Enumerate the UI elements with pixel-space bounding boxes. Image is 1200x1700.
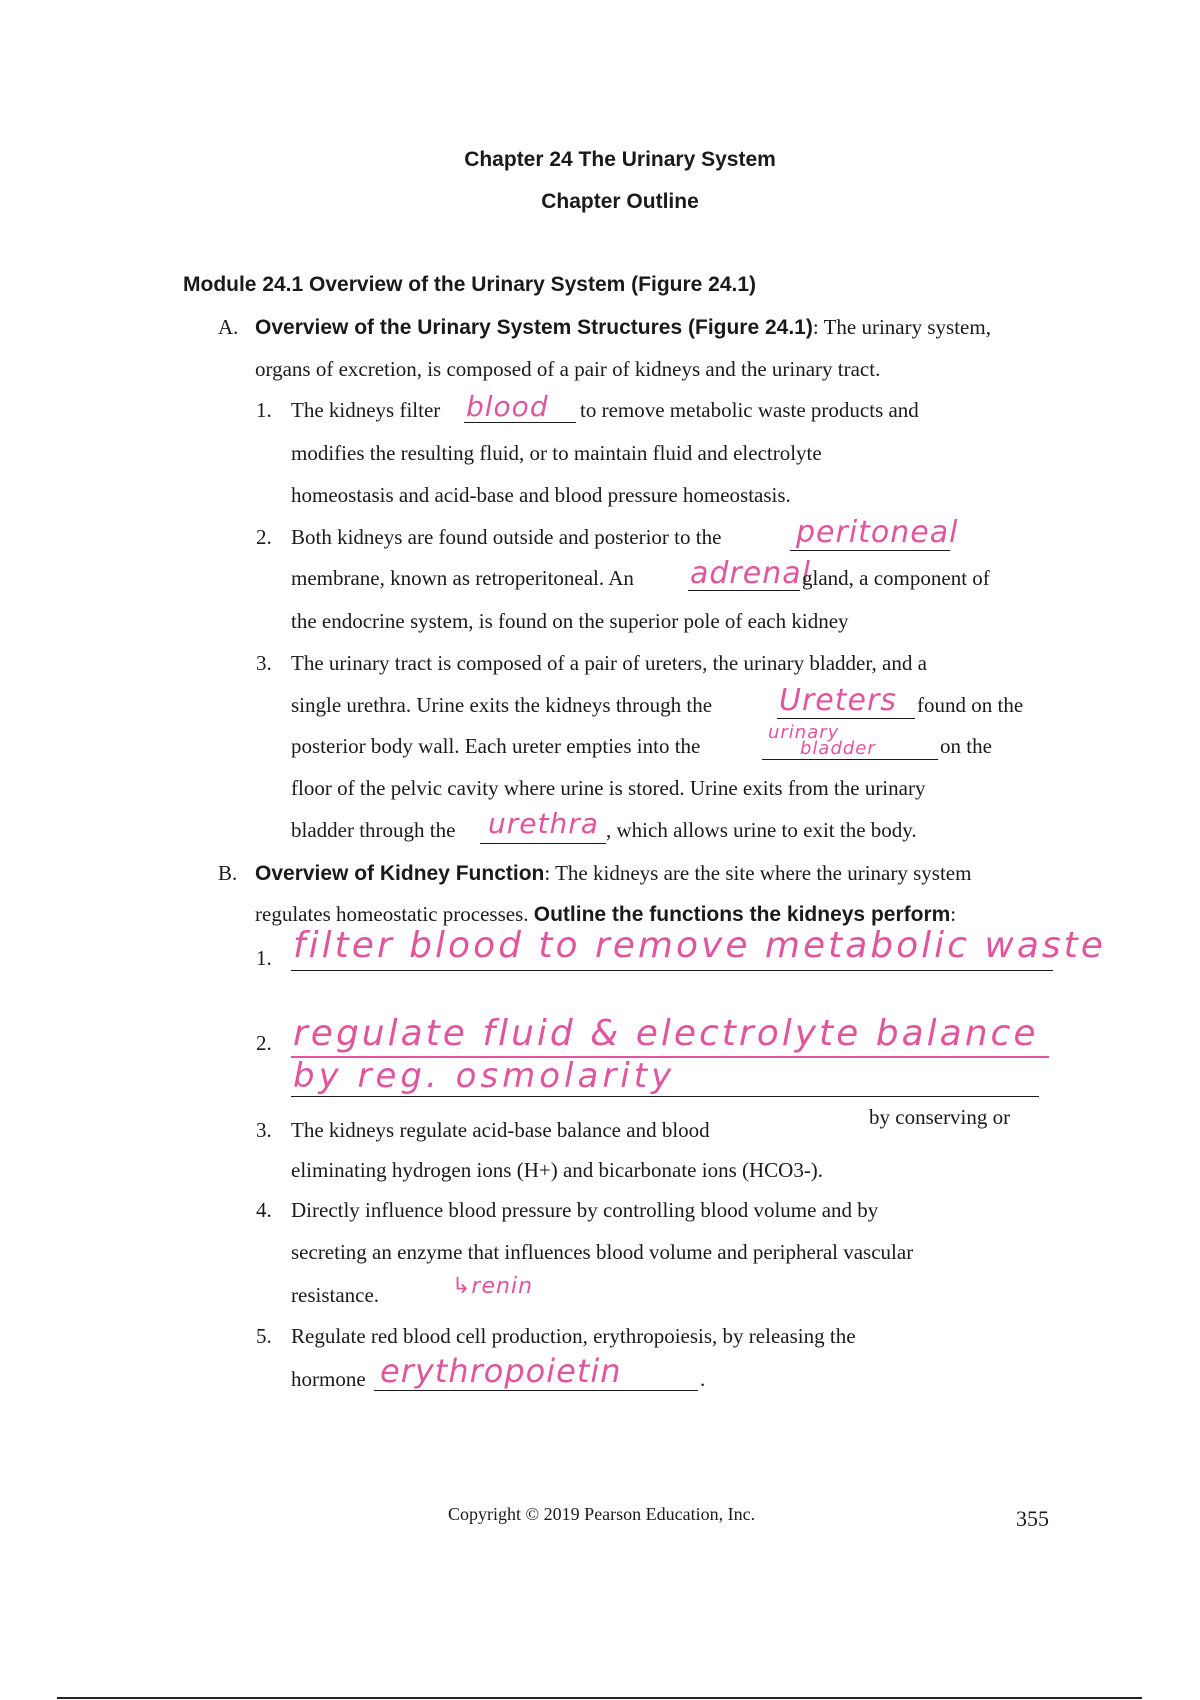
footer-copyright: Copyright © 2019 Pearson Education, Inc. [448, 1504, 756, 1524]
a2-text-b: membrane, known as retroperitoneal. An [291, 566, 634, 590]
bottom-rule [57, 1697, 1142, 1699]
a2-text-d: the endocrine system, is found on the superior pole of each kidney [291, 609, 849, 633]
a3-number: 3. [256, 651, 272, 675]
a3-text-b: single urethra. Urine exits the kidneys through the [291, 693, 713, 717]
section-b-text1: : The kidneys are the site where the urinary system [544, 861, 972, 885]
b3-text-c: eliminating hydrogen ions (H+) and bicarbonate ions (HCO3-). [291, 1158, 824, 1182]
section-b-line1 [255, 860, 971, 887]
section-a-text1: : The urinary system, [812, 315, 991, 339]
a1-answer: blood [466, 390, 549, 423]
a1-text-b: to remove metabolic waste products and [580, 398, 919, 422]
a3-text-f: floor of the pelvic cavity where urine is stored. Urine exits from the urinary [291, 776, 926, 800]
a1-number: 1. [256, 398, 272, 422]
b4-text-b3: that influences blood volume and peripheral vascular [467, 1240, 914, 1264]
b5-text-b: hormone [291, 1367, 366, 1391]
a3-text-g: bladder through the [291, 818, 456, 842]
page-title: Chapter 24 The Urinary System [464, 148, 776, 171]
section-a-heading: Overview of the Urinary System Structures (Figure 24.1) [255, 316, 813, 339]
b1-answer: filter blood to remove metabolic waste [293, 925, 1106, 966]
a3-text-d: posterior body wall. Each ureter empties into the [291, 734, 701, 758]
a3-text-a: The urinary tract is composed of a pair of ureters, the urinary bladder, and a [291, 651, 927, 675]
a2-answer-2: adrenal [690, 556, 811, 591]
a3-text-h: , which allows urine to exit the body. [606, 818, 917, 842]
section-b-text2b: Outline the functions the kidneys perform [533, 903, 951, 926]
b4-text-b1: secreting an [291, 1240, 392, 1264]
page-number: 355 [1016, 1506, 1049, 1531]
a3-answer-2a: urinary [768, 722, 840, 743]
section-b-heading: Overview of Kidney Function [255, 862, 545, 885]
a1-text-d: homeostasis and acid-base and blood pressure homeostasis. [291, 483, 791, 507]
b4-text-c: resistance. [291, 1283, 380, 1307]
a1-text-a: The kidneys filter [291, 398, 441, 422]
b5-text-a: Regulate red blood cell production, erythropoiesis, by releasing the [291, 1324, 856, 1348]
section-b-line2 [255, 901, 956, 928]
section-a-line1 [255, 314, 991, 341]
b1-number: 1. [256, 946, 272, 970]
a3-text-c: found on the [917, 693, 1024, 717]
b4-number: 4. [256, 1198, 272, 1222]
b2-number: 2. [256, 1031, 272, 1055]
a2-text-a: Both kidneys are found outside and posterior to the [291, 525, 722, 549]
a2-text-c: gland, a component of [802, 566, 990, 590]
page-subtitle: Chapter Outline [541, 190, 699, 213]
b5-answer: erythropoietin [380, 1352, 622, 1390]
b4-line-b [291, 1239, 913, 1265]
a3-answer-3: urethra [488, 807, 599, 840]
a3-answer-1: Ureters [779, 683, 897, 718]
b4-renin-note: ↳renin [452, 1274, 534, 1299]
a3-text-e: on the [940, 734, 992, 758]
b5-number: 5. [256, 1324, 272, 1348]
section-a-text2: organs of excretion, is composed of a pair of kidneys and the urinary tract. [255, 357, 881, 381]
b4-enzyme: enzyme [397, 1240, 463, 1264]
b3-number: 3. [256, 1118, 272, 1142]
a2-number: 2. [256, 525, 272, 549]
b2-answer-2: by reg. osmolarity [293, 1056, 676, 1096]
section-b-text2c: : [950, 902, 957, 926]
b3-text-b: by conserving or [869, 1105, 1011, 1129]
b2-answer-1: regulate fluid & electrolyte balance [293, 1013, 1039, 1054]
b3-text-a: The kidneys regulate acid-base balance and blood [291, 1118, 710, 1142]
section-b-marker: B. [218, 861, 238, 885]
a2-answer-1: peritoneal [796, 515, 959, 550]
module-heading: Module 24.1 Overview of the Urinary System (Figure 24.1) [183, 273, 757, 296]
b4-text-a: Directly influence blood pressure by controlling blood volume and by [291, 1198, 879, 1222]
section-a-marker: A. [218, 315, 239, 339]
b5-text-c: . [700, 1367, 706, 1391]
a1-text-c: modifies the resulting fluid, or to maintain fluid and electrolyte [291, 441, 822, 465]
a3-answer-2b: bladder [800, 738, 876, 759]
section-b-text2: regulates homeostatic processes. [255, 902, 529, 926]
